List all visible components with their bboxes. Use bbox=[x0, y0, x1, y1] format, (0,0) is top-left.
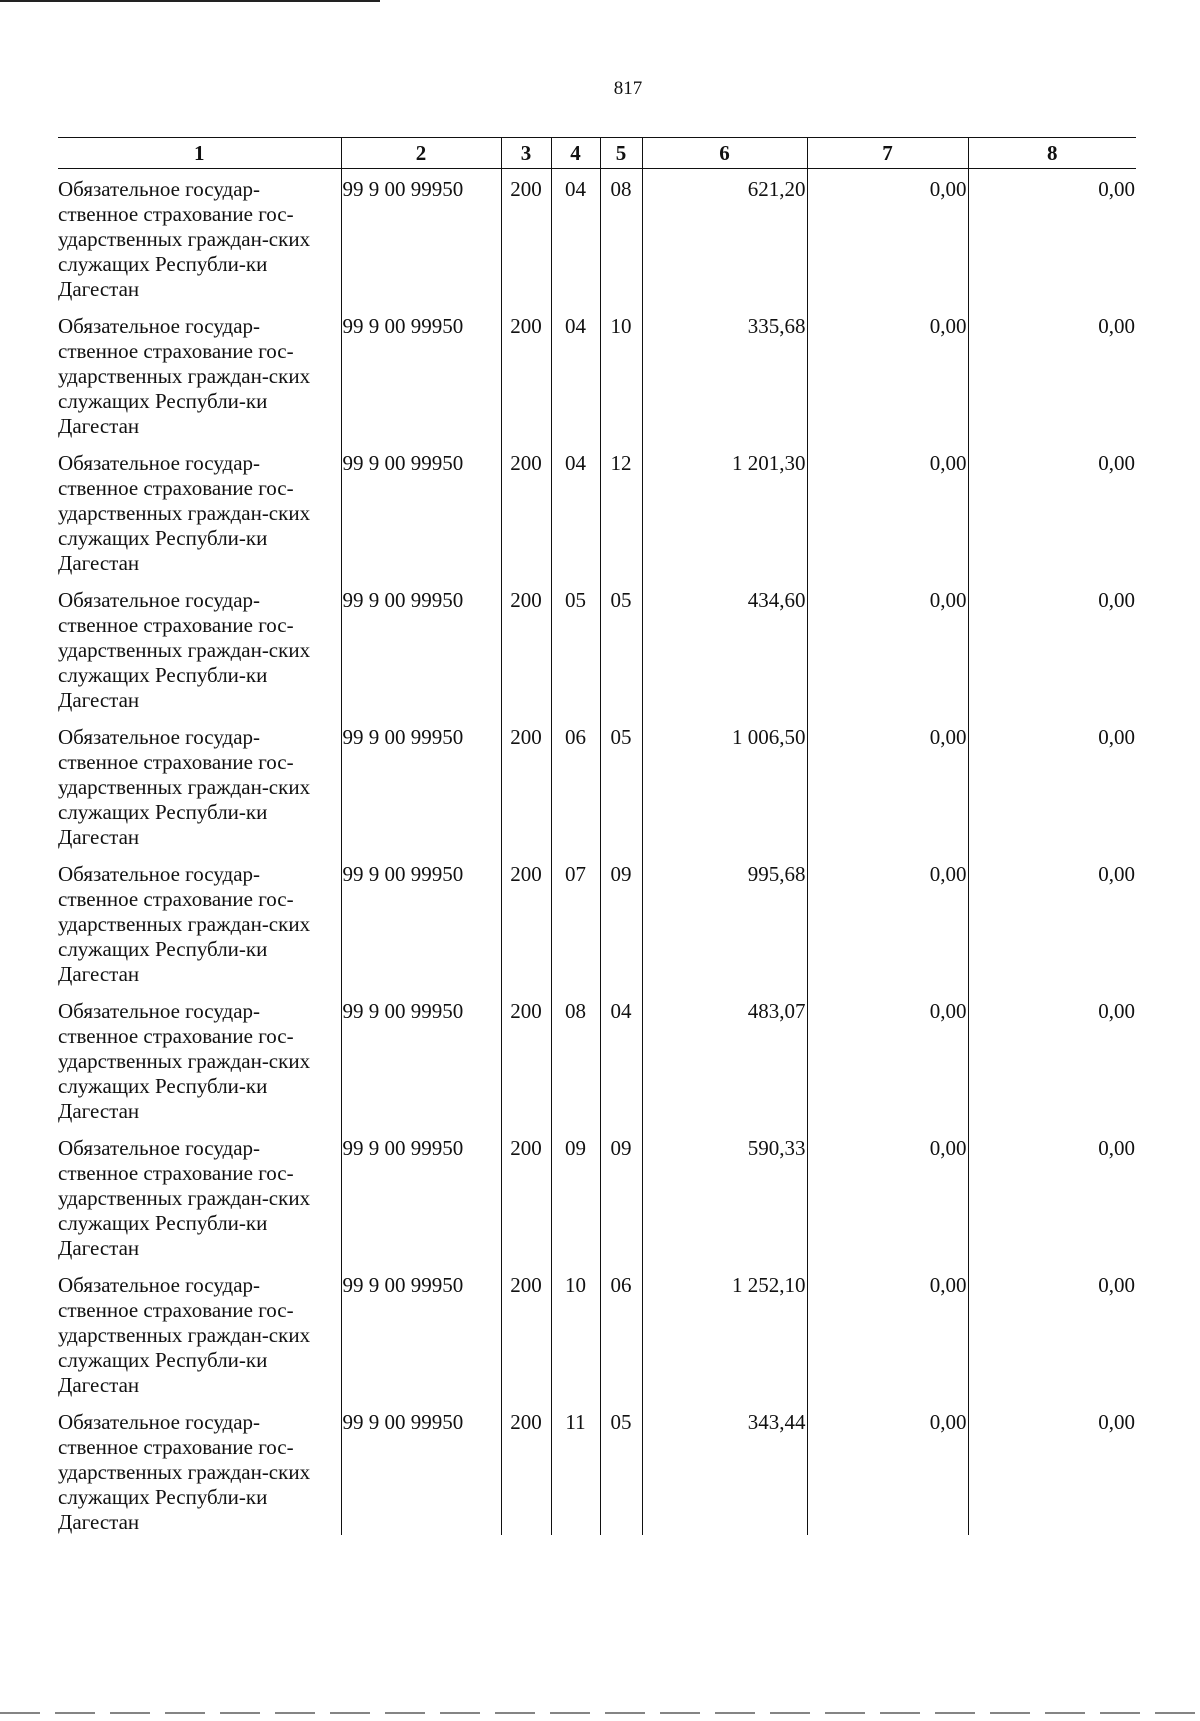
table-header bbox=[58, 138, 1136, 169]
budget-table bbox=[58, 137, 1136, 1535]
subsection-cell: 10 bbox=[600, 302, 642, 439]
amount-col7-cell: 0,00 bbox=[807, 1398, 968, 1535]
amount-col7-cell: 0,00 bbox=[807, 1261, 968, 1398]
expense-type-cell: 200 bbox=[501, 439, 551, 576]
amount-col8-cell: 0,00 bbox=[968, 439, 1136, 576]
row-name-cell: Обязательное государ-ственное страхование гос-ударственных граждан-ских служащих Республи-ки Дагестан bbox=[58, 1273, 311, 1397]
amount-col6-cell: 1 252,10 bbox=[642, 1261, 807, 1398]
row-name-cell: Обязательное государ-ственное страхование гос-ударственных граждан-ских служащих Республи-ки Дагестан bbox=[58, 314, 311, 438]
expense-type-cell: 200 bbox=[501, 1261, 551, 1398]
amount-col7-cell: 0,00 bbox=[807, 302, 968, 439]
column-header-4: 4 bbox=[551, 138, 600, 169]
page-number: 817 bbox=[613, 78, 643, 99]
column-header-2: 2 bbox=[341, 138, 501, 169]
column-header-7: 7 bbox=[807, 138, 968, 169]
table-row bbox=[58, 302, 1136, 439]
target-article-code-cell: 99 9 00 99950 bbox=[341, 439, 501, 576]
section-cell: 11 bbox=[551, 1398, 600, 1535]
amount-col6-cell: 590,33 bbox=[642, 1124, 807, 1261]
expense-type-cell: 200 bbox=[501, 1398, 551, 1535]
top-rule bbox=[0, 0, 380, 2]
amount-col8-cell: 0,00 bbox=[968, 713, 1136, 850]
bottom-rule bbox=[0, 1712, 1200, 1714]
amount-col6-cell: 483,07 bbox=[642, 987, 807, 1124]
subsection-cell: 09 bbox=[600, 850, 642, 987]
target-article-code-cell: 99 9 00 99950 bbox=[341, 987, 501, 1124]
row-name-cell: Обязательное государ-ственное страхование гос-ударственных граждан-ских служащих Республи-ки Дагестан bbox=[58, 588, 311, 712]
amount-col8-cell: 0,00 bbox=[968, 1398, 1136, 1535]
amount-col8-cell: 0,00 bbox=[968, 987, 1136, 1124]
target-article-code-cell: 99 9 00 99950 bbox=[341, 302, 501, 439]
amount-col8-cell: 0,00 bbox=[968, 576, 1136, 713]
target-article-code-cell: 99 9 00 99950 bbox=[341, 576, 501, 713]
amount-col8-cell: 0,00 bbox=[968, 850, 1136, 987]
column-header-5: 5 bbox=[600, 138, 642, 169]
target-article-code-cell: 99 9 00 99950 bbox=[341, 850, 501, 987]
column-header-6: 6 bbox=[642, 138, 807, 169]
expense-type-cell: 200 bbox=[501, 1124, 551, 1261]
subsection-cell: 05 bbox=[600, 1398, 642, 1535]
subsection-cell: 09 bbox=[600, 1124, 642, 1261]
subsection-cell: 04 bbox=[600, 987, 642, 1124]
section-cell: 10 bbox=[551, 1261, 600, 1398]
column-header-8: 8 bbox=[968, 138, 1136, 169]
target-article-code-cell: 99 9 00 99950 bbox=[341, 1398, 501, 1535]
table-row bbox=[58, 1124, 1136, 1261]
section-cell: 04 bbox=[551, 169, 600, 303]
amount-col7-cell: 0,00 bbox=[807, 576, 968, 713]
row-name-cell: Обязательное государ-ственное страхование гос-ударственных граждан-ских служащих Республи-ки Дагестан bbox=[58, 999, 311, 1123]
expense-type-cell: 200 bbox=[501, 713, 551, 850]
section-cell: 04 bbox=[551, 302, 600, 439]
expense-type-cell: 200 bbox=[501, 302, 551, 439]
expense-type-cell: 200 bbox=[501, 987, 551, 1124]
subsection-cell: 05 bbox=[600, 576, 642, 713]
expense-type-cell: 200 bbox=[501, 850, 551, 987]
expense-type-cell: 200 bbox=[501, 169, 551, 303]
row-name-cell: Обязательное государ-ственное страхование гос-ударственных граждан-ских служащих Республи-ки Дагестан bbox=[58, 1136, 311, 1260]
table-row bbox=[58, 1261, 1136, 1398]
amount-col6-cell: 335,68 bbox=[642, 302, 807, 439]
amount-col8-cell: 0,00 bbox=[968, 169, 1136, 303]
table-row bbox=[58, 850, 1136, 987]
amount-col6-cell: 1 201,30 bbox=[642, 439, 807, 576]
amount-col6-cell: 434,60 bbox=[642, 576, 807, 713]
target-article-code-cell: 99 9 00 99950 bbox=[341, 713, 501, 850]
table-body bbox=[58, 169, 1136, 1536]
expense-type-cell: 200 bbox=[501, 576, 551, 713]
column-header-1: 1 bbox=[58, 138, 341, 169]
row-name-cell: Обязательное государ-ственное страхование гос-ударственных граждан-ских служащих Республи-ки Дагестан bbox=[58, 451, 311, 575]
table-row bbox=[58, 169, 1136, 303]
table-row bbox=[58, 987, 1136, 1124]
section-cell: 09 bbox=[551, 1124, 600, 1261]
section-cell: 06 bbox=[551, 713, 600, 850]
row-name-cell: Обязательное государ-ственное страхование гос-ударственных граждан-ских служащих Республи-ки Дагестан bbox=[58, 177, 311, 301]
table-row bbox=[58, 713, 1136, 850]
amount-col7-cell: 0,00 bbox=[807, 987, 968, 1124]
subsection-cell: 05 bbox=[600, 713, 642, 850]
amount-col6-cell: 1 006,50 bbox=[642, 713, 807, 850]
section-cell: 08 bbox=[551, 987, 600, 1124]
amount-col8-cell: 0,00 bbox=[968, 1124, 1136, 1261]
subsection-cell: 12 bbox=[600, 439, 642, 576]
header-row bbox=[58, 138, 1136, 169]
subsection-cell: 08 bbox=[600, 169, 642, 303]
amount-col7-cell: 0,00 bbox=[807, 1124, 968, 1261]
section-cell: 05 bbox=[551, 576, 600, 713]
amount-col6-cell: 343,44 bbox=[642, 1398, 807, 1535]
amount-col7-cell: 0,00 bbox=[807, 169, 968, 303]
amount-col7-cell: 0,00 bbox=[807, 713, 968, 850]
target-article-code-cell: 99 9 00 99950 bbox=[341, 169, 501, 303]
section-cell: 04 bbox=[551, 439, 600, 576]
table-row bbox=[58, 1398, 1136, 1535]
section-cell: 07 bbox=[551, 850, 600, 987]
target-article-code-cell: 99 9 00 99950 bbox=[341, 1124, 501, 1261]
table-row bbox=[58, 439, 1136, 576]
amount-col7-cell: 0,00 bbox=[807, 850, 968, 987]
row-name-cell: Обязательное государ-ственное страхование гос-ударственных граждан-ских служащих Республи-ки Дагестан bbox=[58, 725, 311, 849]
column-header-3: 3 bbox=[501, 138, 551, 169]
amount-col8-cell: 0,00 bbox=[968, 302, 1136, 439]
subsection-cell: 06 bbox=[600, 1261, 642, 1398]
row-name-cell: Обязательное государ-ственное страхование гос-ударственных граждан-ских служащих Республи-ки Дагестан bbox=[58, 862, 311, 986]
target-article-code-cell: 99 9 00 99950 bbox=[341, 1261, 501, 1398]
amount-col6-cell: 621,20 bbox=[642, 169, 807, 303]
amount-col6-cell: 995,68 bbox=[642, 850, 807, 987]
table-row bbox=[58, 576, 1136, 713]
amount-col7-cell: 0,00 bbox=[807, 439, 968, 576]
row-name-cell: Обязательное государ-ственное страхование гос-ударственных граждан-ских служащих Республи-ки Дагестан bbox=[58, 1410, 311, 1534]
amount-col8-cell: 0,00 bbox=[968, 1261, 1136, 1398]
